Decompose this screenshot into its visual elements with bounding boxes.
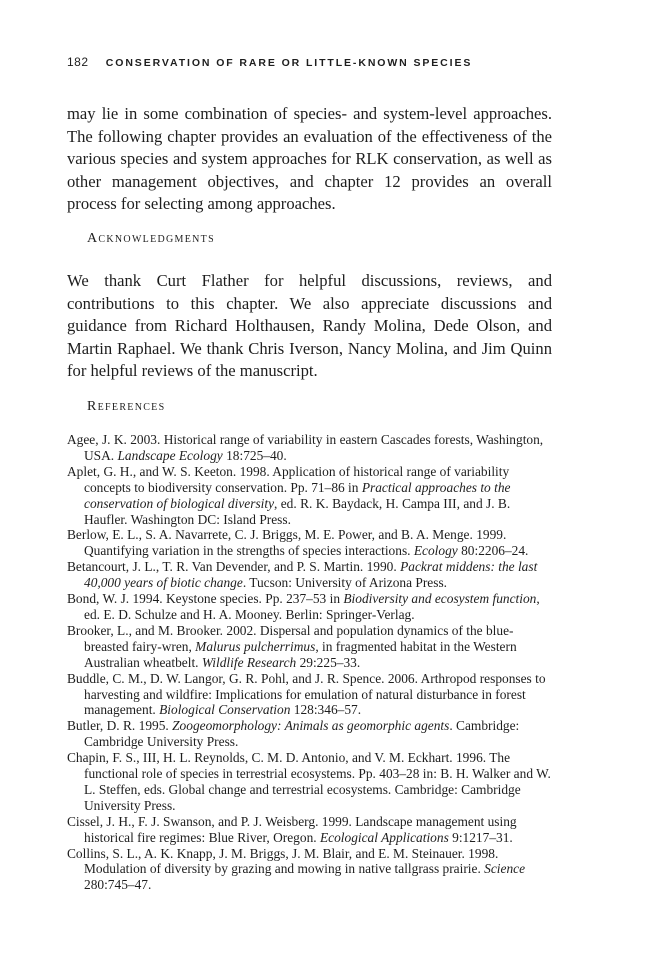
- reference-entry: [67, 718, 552, 750]
- reference-text: 9:1217–31.: [448, 829, 513, 845]
- reference-text: Cissel, J. H., F. J. Swanson, and P. J. Weisberg. 1999. Landscape management using historical fire regimes: Blue River, Oregon.: [67, 813, 517, 845]
- reference-italic-title: Ecological Applications: [319, 829, 449, 845]
- reference-entry: [67, 671, 552, 719]
- reference-entry: [67, 464, 552, 528]
- reference-text: 18:725–40.: [222, 447, 287, 463]
- reference-text: . Tucson: University of Arizona Press.: [242, 575, 448, 591]
- running-head: [67, 55, 557, 69]
- reference-italic-title: Wildlife Research: [201, 654, 297, 670]
- reference-text: , ed. R. K. Baydack, H. Campa III, and J. B. Haufler. Washington DC: Island Press.: [84, 495, 511, 527]
- reference-italic-title: Science: [484, 861, 526, 877]
- reference-list: [67, 432, 552, 893]
- reference-text: , ed. E. D. Schulze and H. A. Mooney. Berlin: Springer-Verlag.: [84, 591, 540, 622]
- running-head-title: CONSERVATION OF RARE OR LITTLE-KNOWN SPECIES: [105, 57, 473, 69]
- reference-entry: [67, 814, 552, 846]
- reference-entry: [67, 432, 552, 464]
- reference-italic-title: Ecology: [413, 543, 458, 559]
- reference-text: 128:346–57.: [290, 702, 362, 718]
- reference-text: , in fragmented habitat in the Western Australian wheatbelt.: [84, 638, 517, 670]
- body-paragraph-continued: may lie in some combination of species- and system-level approaches. The following chapter provides an evaluation of the effectiveness of the various species and system approaches for RLK conservation, as well as other management objectives, and chapter 12 provides an overall process for selecting among approaches.: [67, 104, 552, 213]
- reference-entry: [67, 591, 552, 623]
- reference-entry: [67, 623, 552, 671]
- reference-italic-title: Zoogeomorphology: Animals as geomorphic agents: [172, 718, 450, 734]
- reference-text: Chapin, F. S., III, H. L. Reynolds, C. M. D. Antonio, and V. M. Eckhart. 1996. The functional role of species in terrestrial ecosystems. Pp. 403–28 in: B. H. Walker and W. L. Steffen, eds. Global change and terrestrial ecosystems. Cambridge: Cambridge University Press.: [67, 750, 551, 813]
- reference-text: Betancourt, J. L., T. R. Van Devender, and P. S. Martin. 1990.: [67, 559, 401, 575]
- reference-text: . Cambridge: Cambridge University Press.: [84, 718, 520, 750]
- reference-text: 280:745–47.: [84, 877, 152, 893]
- page-number: 182: [67, 55, 89, 69]
- reference-italic-title: Malurus pulcherrimus: [195, 638, 316, 654]
- reference-text: Collins, S. L., A. K. Knapp, J. M. Briggs, J. M. Blair, and E. M. Steinauer. 1998. Modulation of diversity by grazing and mowing in native tallgrass prairie.: [67, 845, 499, 877]
- reference-text: Butler, D. R. 1995.: [67, 718, 173, 734]
- acknowledgments-heading: Acknowledgments: [87, 231, 215, 246]
- reference-text: Aplet, G. H., and W. S. Keeton. 1998. Application of historical range of variability concepts to biodiversity conservation. Pp. 71–86 in: [67, 463, 510, 495]
- reference-entry: [67, 527, 552, 559]
- reference-italic-title: Packrat middens: the last 40,000 years of biotic change: [84, 559, 538, 591]
- reference-italic-title: Biodiversity and ecosystem function: [343, 591, 537, 607]
- reference-entry: [67, 846, 552, 894]
- reference-text: Bond, W. J. 1994. Keystone species. Pp. 237–53 in: [67, 591, 344, 607]
- acknowledgments-paragraph: We thank Curt Flather for helpful discussions, reviews, and contributions to this chapter. We also appreciate discussions and guidance from Richard Holthausen, Randy Molina, Dede Olson, and Martin Raphael. We thank Chris Iverson, Nancy Molina, and Jim Quinn for helpful reviews of the manuscript.: [67, 271, 552, 380]
- reference-text: Brooker, L., and M. Brooker. 2002. Dispersal and population dynamics of the blue-breasted fairy-wren,: [67, 622, 514, 654]
- references-heading: References: [87, 399, 166, 414]
- reference-text: Berlow, E. L., S. A. Navarrete, C. J. Briggs, M. E. Power, and B. A. Menge. 1999. Quantifying variation in the strengths of species interactions.: [67, 527, 507, 559]
- reference-italic-title: Landscape Ecology: [117, 447, 223, 463]
- reference-entry: [67, 750, 552, 814]
- reference-entry: [67, 559, 552, 591]
- reference-text: 29:225–33.: [296, 654, 361, 670]
- reference-text: 80:2206–24.: [457, 543, 529, 559]
- reference-text: Buddle, C. M., D. W. Langor, G. R. Pohl, and J. R. Spence. 2006. Arthropod responses to harvesting and wildfire: Implications for emulation of natural disturbance in forest management.: [67, 670, 546, 718]
- reference-text: Agee, J. K. 2003. Historical range of variability in eastern Cascades forests, Washington, USA.: [67, 432, 544, 463]
- reference-italic-title: Practical approaches to the conservation of biological diversity: [84, 479, 511, 511]
- reference-italic-title: Biological Conservation: [159, 702, 291, 718]
